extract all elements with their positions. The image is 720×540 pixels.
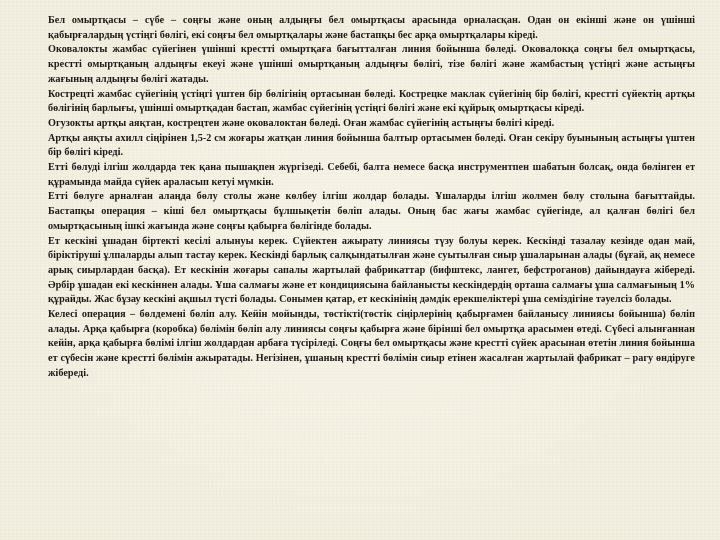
- paragraph-lumbar: Бел омыртқасы – сүбе – соңғы және оның алдыңғы бел омыртқасы арасында орналасқан. Одан он екінші және он үшінші қабырғалардың үстіңгі бөлігі, екі соңғы бел омыртқалары және бастапқы бес арқа омыртқалары кіреді.: [48, 15, 695, 41]
- paragraph-tenderloin: Ет кескіні ұшадан біртекті кесілі алынуы керек. Сүйектен ажырату линиясы түзу болуы керек. Кескінді тазалау кезінде одан май, біріктіруші ұлпаларды алып тастау керек. Кескінді барлық салқындатылған және суытылған сиыр ұшаларынан алады (бұғай, ақ немесе арық сиырлардан басқа). Ет кескінін жоғары сапалы жартылай фабрикаттар (бифштекс, лангет, бефстроганов) дайындауға жібереді. Әрбір ұшадан екі кескіннен алады. Ұша салмағы және ет кондициясына байланысты кескіндердің орташа салмағы ұша салмағының 1% құрайды. Жас бұзау кескіні ақшыл түсті болады. Сонымен қатар, ет кескінінің дәмдік ерекшеліктері ұша семіздігіне тәуелсіз болады.: [48, 235, 695, 306]
- paragraph-okovalok: Оковалокты жамбас сүйегінен үшінші крестті омыртқаға бағытталған линия бойынша бөледі. Оковалокқа соңғы бел омыртқасы, крестті омыртқаның алдыңғы екеуі және үшінші омыртқаның алдыңғы бөлігі, тізе бөлігі және жамбастың үстіңгі және астыңғы жағының алдыңғы бөлігі жатады.: [48, 44, 695, 85]
- paragraph-kostrets: Кострецті жамбас сүйегінің үстіңгі үштен бір бөлігінің ортасынан бөледі. Кострецке маклак сүйегінің бір бөлігі, крестті сүйектің артқы бөлігінің барлығы, үшінші омыртқадан бастап, жамбас сүйегінің үстіңгі бөлігі және екі құйрық омыртқасы кіреді.: [48, 88, 695, 115]
- paragraph-hind-leg: Артқы аяқты ахилл сіңірінен 1,5-2 см жоғары жатқан линия бойынша балтыр ортасымен бөледі. Оған секіру буынының астыңғы үштен бір бөлігі кіреді.: [48, 132, 695, 159]
- paragraph-knife-cutting: Етті бөлуді ілгіш жолдарда тек қана пышақпен жүргізеді. Себебі, балта немесе басқа инструментпен шабатын болсақ, онда бөлінген ет құрамында майда сүйек араласып кетуі мүмкін.: [48, 162, 695, 188]
- paragraph-oguzok: Огузокты артқы аяқтан, кострецтен және оковалоктан бөледі. Оған жамбас сүйегінің астыңғы бөлігі кіреді.: [48, 117, 555, 129]
- document-body: [48, 14, 695, 534]
- paragraph-cutting-area: Етті бөлуге арналған алаңда бөлу столы және көлбеу ілгіш жолдар болады. Ұшаларды ілгіш жолмен бөлу столына бағыттайды. Бастапқы операция – кіші бел омыртқасы бұлшықетін бөліп алады. Оның бас жағы жамбас сүйегінде, ал қалған бөлігі бел омыртқасының ішкі жағында және соңғы қабырға бөлігінде болады.: [48, 191, 695, 232]
- paragraph-next-operation: Келесі операция – бөлдемені бөліп алу. Кейін мойынды, төстікті(төстік сіңірлерінің қабырғамен байланысу линиясы бойынша) бөліп алады. Арқа қабырға (коробка) бөлімін бөліп алу линиясы соңғы қабырға және бірінші бел омыртқа арасымен өтеді. Сүбесі алынғаннан кейін, арқа қабырға бөлімі ілгіш жолдардан арбаға түсіріледі. Соңғы бел омыртқасы және крестті сүйек арасынан өтетін линия бойынша ет сүбесін және крестті бөлімін ажыратады. Негізінен, ұшаның крестті бөлімін сиыр етінен жасалған жартылай фабрикат – рагу өндіруге жібереді.: [48, 309, 695, 379]
